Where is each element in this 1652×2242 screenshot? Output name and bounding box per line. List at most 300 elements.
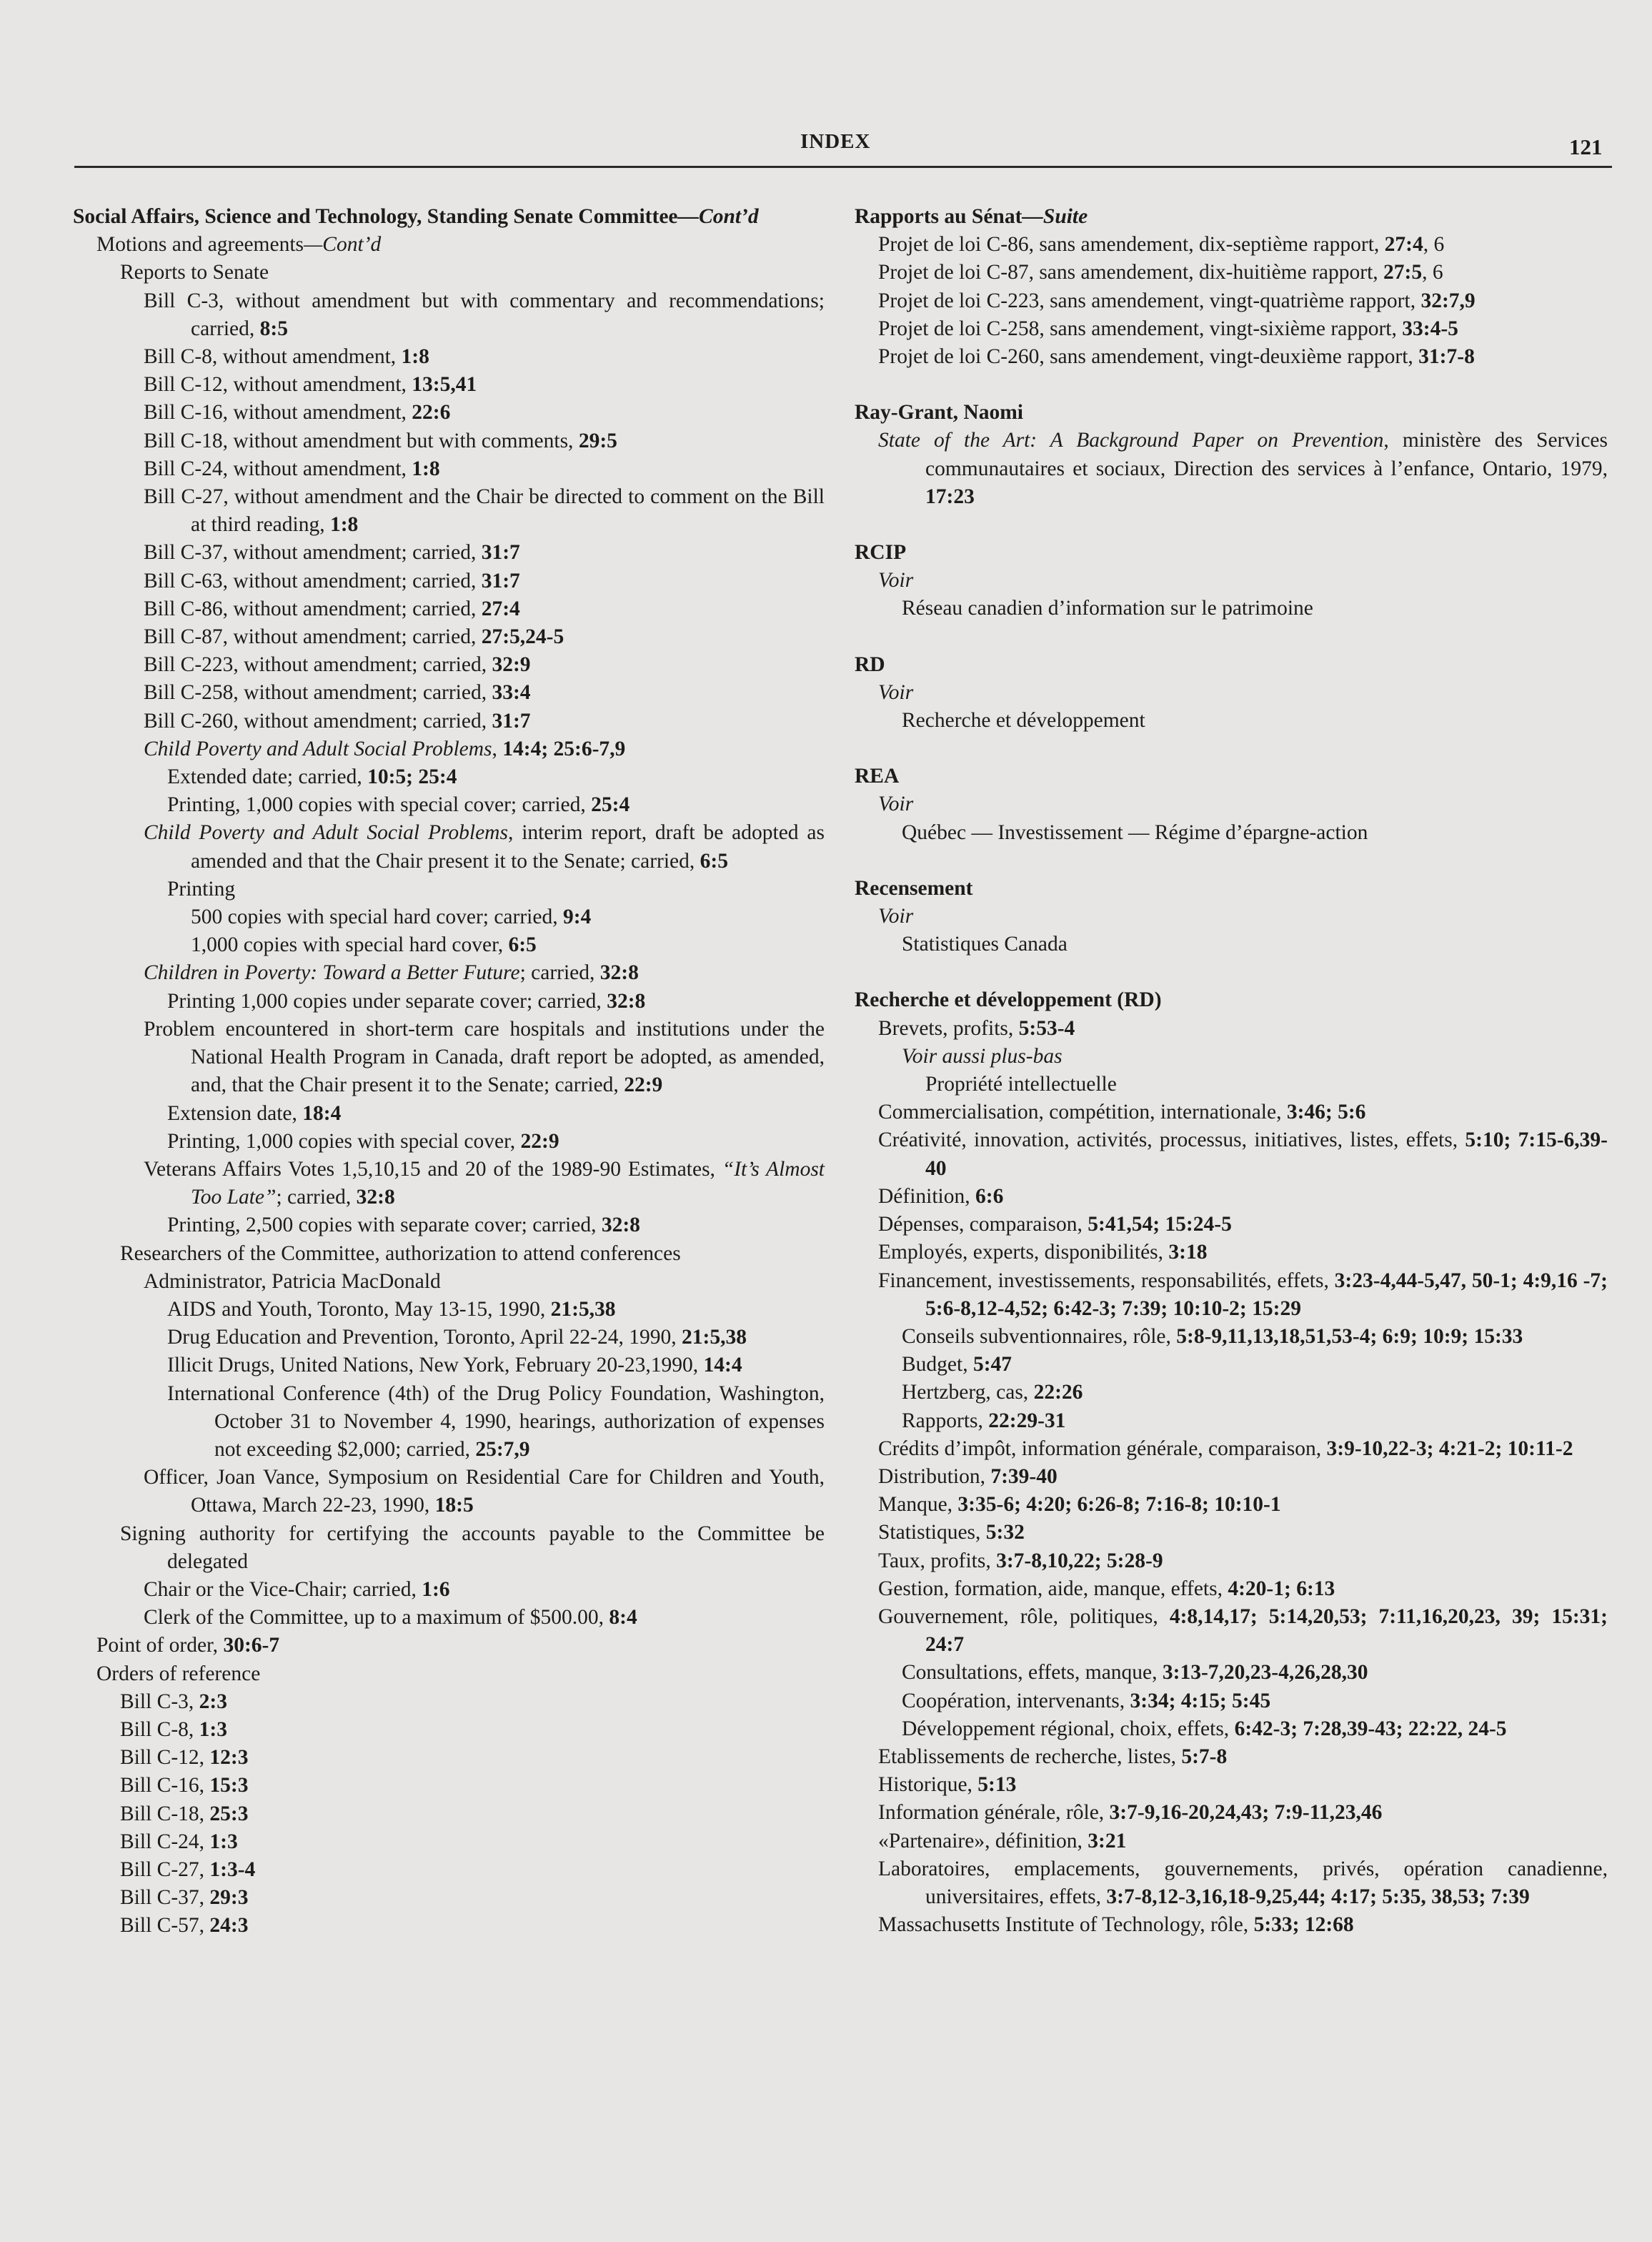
entry-text: Printing xyxy=(167,877,236,901)
entry-spacer xyxy=(855,511,1608,539)
index-entry xyxy=(855,595,1608,622)
page-reference: 31:7 xyxy=(481,541,520,565)
index-entry xyxy=(855,1575,1608,1603)
index-entry xyxy=(855,1715,1608,1743)
entry-text: Commercialisation, compétition, internationale, xyxy=(878,1101,1287,1124)
entry-text: Bill C-57, xyxy=(120,1914,210,1938)
index-entry xyxy=(73,791,825,819)
entry-text: Drug Education and Prevention, Toronto, April 22-24, 1990, xyxy=(167,1326,682,1349)
page-reference: 8:4 xyxy=(609,1606,637,1630)
entry-text: 1,000 copies with special hard cover, xyxy=(191,933,509,957)
entry-text: «Partenaire», définition, xyxy=(878,1829,1088,1852)
entry-text: Printing, 2,500 copies with separate cover; carried, xyxy=(167,1214,602,1237)
entry-text: Bill C-3, without amendment but with commentary and recommendations; carried, xyxy=(144,289,825,340)
entry-text: Consultations, effets, manque, xyxy=(902,1661,1163,1685)
page-reference: 21:5,38 xyxy=(550,1297,616,1321)
index-entry xyxy=(73,1744,825,1772)
index-entry xyxy=(855,1799,1608,1827)
entry-text: Projet de loi C-260, sans amendement, vingt-deuxième rapport, xyxy=(878,345,1419,369)
index-entry xyxy=(855,343,1608,371)
index-entry xyxy=(73,763,825,791)
index-entry xyxy=(73,1016,825,1100)
page-reference: 4:20-1; 6:13 xyxy=(1228,1577,1335,1600)
entry-text: Printing, 1,000 copies with special cover, xyxy=(167,1129,521,1153)
index-entry xyxy=(73,623,825,651)
page-reference: 6:5 xyxy=(700,849,728,873)
page-reference: 1:8 xyxy=(329,513,359,537)
index-entry xyxy=(855,259,1608,287)
index-entry xyxy=(855,1771,1608,1799)
index-entry xyxy=(855,1463,1608,1491)
entry-text: Gestion, formation, aide, manque, effets, xyxy=(878,1577,1228,1600)
entry-italic-title: Child Poverty and Adult Social Problems xyxy=(144,821,508,845)
entry-text: Bill C-87, without amendment; carried, xyxy=(144,625,482,649)
index-entry xyxy=(73,231,825,259)
page-reference: 32:8 xyxy=(607,989,646,1013)
index-entry xyxy=(73,1380,825,1464)
page-reference: 5:33; 12:68 xyxy=(1253,1913,1354,1937)
index-entry xyxy=(73,1856,825,1884)
entry-text: REA xyxy=(855,765,900,788)
entry-text: Statistiques Canada xyxy=(902,933,1068,956)
entry-text: Bill C-8, xyxy=(120,1717,199,1741)
page-reference: 5:10; 7:15-6,39-40 xyxy=(925,1129,1608,1180)
entry-italic-title: Voir xyxy=(878,569,914,592)
entry-text: Bill C-24, without amendment, xyxy=(144,457,412,480)
entry-italic-title: Children in Poverty: Toward a Better Future xyxy=(144,961,520,985)
index-entry xyxy=(855,1855,1608,1911)
entry-text: Projet de loi C-87, sans amendement, dix-huitième rapport, xyxy=(878,261,1384,284)
page-reference: 3:9-10,22-3; 4:21-2; 10:11-2 xyxy=(1326,1437,1573,1460)
index-entry xyxy=(73,1688,825,1716)
index-entry xyxy=(855,427,1608,511)
entry-text: Bill C-63, without amendment; carried, xyxy=(144,569,482,592)
entry-text: Bill C-18, xyxy=(120,1802,210,1825)
entry-text: Rapports, xyxy=(902,1409,989,1432)
entry-text: RD xyxy=(855,653,885,676)
page-reference: 32:9 xyxy=(492,653,531,677)
page-reference: 24:3 xyxy=(209,1914,249,1938)
entry-text: Laboratoires, emplacements, gouvernements, privés, opération canadienne, universitaires, effets, xyxy=(878,1857,1608,1908)
entry-text: Bill C-258, without amendment; carried, xyxy=(144,681,492,705)
index-entry xyxy=(855,1323,1608,1351)
entry-text: , ministère des Services communautaires et sociaux, Direction des services à l’enfance, Ontario, 1979, xyxy=(925,429,1608,480)
entry-text: Recherche et développement (RD) xyxy=(855,988,1162,1012)
entry-italic-title: Voir xyxy=(878,905,914,928)
entry-text: Recherche et développement xyxy=(902,709,1145,733)
entry-text: Bill C-260, without amendment; carried, xyxy=(144,709,492,733)
entry-text: Gouvernement, rôle, politiques, xyxy=(878,1604,1170,1628)
index-entry xyxy=(73,1828,825,1856)
index-entry xyxy=(73,343,825,371)
entry-text: RCIP xyxy=(855,541,907,565)
index-entry xyxy=(73,1884,825,1912)
running-header: INDEX xyxy=(800,130,871,153)
page-reference: 22:26 xyxy=(1033,1381,1083,1404)
entry-text: Extended date; carried, xyxy=(167,765,368,789)
index-entry xyxy=(855,1015,1608,1043)
index-heading xyxy=(855,399,1608,427)
page-reference: 31:7-8 xyxy=(1418,345,1475,369)
index-entry xyxy=(73,735,825,763)
entry-text: , xyxy=(492,737,503,760)
index-entry xyxy=(73,988,825,1016)
entry-text: Bill C-3, xyxy=(120,1690,199,1713)
page-reference: 3:34; 4:15; 5:45 xyxy=(1130,1689,1271,1712)
entry-text: , 6 xyxy=(1423,233,1445,257)
entry-text: Administrator, Patricia MacDonald xyxy=(144,1269,441,1293)
page-reference: 22:9 xyxy=(520,1129,559,1153)
entry-text: Bill C-37, without amendment; carried, xyxy=(144,541,482,565)
entry-text: AIDS and Youth, Toronto, May 13-15, 1990, xyxy=(167,1297,551,1321)
index-entry xyxy=(855,1071,1608,1098)
entry-text: Développement régional, choix, effets, xyxy=(902,1717,1235,1740)
entry-spacer xyxy=(855,371,1608,399)
entry-text: Point of order, xyxy=(96,1634,224,1657)
index-heading xyxy=(855,986,1608,1014)
entry-text: Définition, xyxy=(878,1184,976,1208)
entry-text: Social Affairs, Science and Technology, Standing Senate Committee xyxy=(73,205,678,228)
entry-spacer xyxy=(855,958,1608,986)
entry-text: Statistiques, xyxy=(878,1521,986,1544)
page-reference: 27:5,24-5 xyxy=(481,625,564,649)
entry-text: Dépenses, comparaison, xyxy=(878,1213,1088,1236)
index-entry xyxy=(855,1351,1608,1379)
page-reference: 27:4 xyxy=(481,597,520,620)
page-reference: 32:8 xyxy=(356,1186,395,1209)
page-reference: 14:4; 25:6-7,9 xyxy=(502,737,626,760)
entry-continuation: —Suite xyxy=(1022,205,1088,228)
entry-text: Clerk of the Committee, up to a maximum of $500.00, xyxy=(144,1606,609,1630)
page-reference: 18:5 xyxy=(434,1494,474,1517)
entry-text: Chair or the Vice-Chair; carried, xyxy=(144,1577,422,1601)
entry-text: Budget, xyxy=(902,1353,973,1377)
index-entry xyxy=(73,259,825,287)
entry-text: , interim report, draft be adopted as amended and that the Chair present it to the Senate; carried, xyxy=(191,821,825,873)
index-entry xyxy=(73,1128,825,1156)
page-reference: 25:7,9 xyxy=(475,1437,530,1461)
page-reference: 3:18 xyxy=(1168,1241,1208,1264)
index-entry xyxy=(73,1576,825,1604)
entry-text: Brevets, profits, xyxy=(878,1016,1019,1040)
index-entry xyxy=(73,1604,825,1632)
page-reference: 12:3 xyxy=(209,1746,249,1770)
index-entry xyxy=(855,1491,1608,1519)
index-entry xyxy=(73,1660,825,1688)
entry-italic-title: Voir aussi plus-bas xyxy=(902,1044,1063,1068)
entry-text: Conseils subventionnaires, rôle, xyxy=(902,1324,1177,1348)
index-entry xyxy=(73,427,825,455)
page-reference: 1:3 xyxy=(199,1717,227,1741)
page-reference: 21:5,38 xyxy=(682,1326,747,1349)
entry-text: Ray-Grant, Naomi xyxy=(855,401,1023,425)
page-reference: 5:8-9,11,13,18,51,53-4; 6:9; 10:9; 15:33 xyxy=(1176,1324,1523,1348)
index-entry xyxy=(73,1772,825,1800)
index-entry xyxy=(855,1407,1608,1435)
entry-text: Québec — Investissement — Régime d’épargne-action xyxy=(902,820,1368,844)
entry-text: 500 copies with special hard cover; carried, xyxy=(191,906,563,929)
page-reference: 15:3 xyxy=(209,1774,249,1797)
page-reference: 3:46; 5:6 xyxy=(1286,1101,1366,1124)
index-entry xyxy=(855,287,1608,315)
page-reference: 8:5 xyxy=(259,317,288,340)
index-entry xyxy=(73,399,825,427)
index-entry xyxy=(73,876,825,903)
index-entry xyxy=(73,679,825,707)
entry-text: Veterans Affairs Votes 1,5,10,15 and 20 of the 1989-90 Estimates, xyxy=(144,1157,722,1181)
page-reference: 27:5 xyxy=(1383,261,1423,284)
entry-text: Bill C-8, without amendment, xyxy=(144,345,402,369)
page-number: 121 xyxy=(1569,134,1603,159)
entry-text: Propriété intellectuelle xyxy=(925,1073,1117,1096)
page-reference: 14:4 xyxy=(703,1354,742,1377)
index-entry xyxy=(855,1743,1608,1771)
entry-text: Massachusetts Institute of Technology, rôle, xyxy=(878,1913,1254,1937)
index-entry xyxy=(73,1912,825,1940)
page-reference: 3:35-6; 4:20; 6:26-8; 7:16-8; 10:10-1 xyxy=(957,1493,1281,1517)
page-reference: 1:8 xyxy=(412,457,440,480)
index-entry xyxy=(73,1520,825,1576)
index-entry xyxy=(73,567,825,595)
index-entry xyxy=(855,707,1608,735)
index-entry xyxy=(855,567,1608,595)
index-entry xyxy=(855,1911,1608,1939)
entry-spacer xyxy=(855,623,1608,651)
index-entry xyxy=(855,1239,1608,1266)
index-entry xyxy=(73,1716,825,1744)
entry-text: Officer, Joan Vance, Symposium on Residential Care for Children and Youth, Ottawa, March 22-23, 1990, xyxy=(144,1466,825,1517)
page-reference: 3:23-4,44-5,47, 50-1; 4:9,16 -7; 5:6-8,12-4,52; 6:42-3; 7:39; 10:10-2; 15:29 xyxy=(925,1269,1608,1320)
entry-text: Rapports au Sénat xyxy=(855,205,1022,228)
entry-text: Problem encountered in short-term care hospitals and institutions under the National Health Program in Canada, draft report be adopted, as amended, and, that the Chair present it to the Senate; carried, xyxy=(144,1017,825,1097)
index-entry xyxy=(73,819,825,875)
index-entry xyxy=(855,1547,1608,1575)
page-reference: 17:23 xyxy=(925,485,975,508)
entry-text: Extension date, xyxy=(167,1101,303,1125)
page-reference: 29:3 xyxy=(209,1886,249,1910)
index-entry xyxy=(73,1324,825,1351)
entry-text: Bill C-223, without amendment; carried, xyxy=(144,653,492,677)
index-entry xyxy=(73,1351,825,1379)
entry-text: Researchers of the Committee, authorization to attend conferences xyxy=(120,1241,681,1265)
index-entry xyxy=(73,1211,825,1239)
entry-italic-title: “It’s Almost Too Late” xyxy=(191,1157,825,1209)
index-entry xyxy=(855,315,1608,343)
entry-text: Manque, xyxy=(878,1493,958,1517)
entry-text: Bill C-86, without amendment; carried, xyxy=(144,597,482,620)
index-entry xyxy=(855,1043,1608,1071)
entry-text: Historique, xyxy=(878,1773,978,1797)
index-entry xyxy=(855,1098,1608,1126)
page-reference: 22:29-31 xyxy=(988,1409,1066,1432)
index-entry xyxy=(855,1211,1608,1239)
page-reference: 6:5 xyxy=(508,933,537,957)
entry-text: Financement, investissements, responsabilités, effets, xyxy=(878,1269,1335,1292)
index-entry xyxy=(73,483,825,539)
index-entry xyxy=(855,679,1608,707)
page-reference: 9:4 xyxy=(562,906,592,929)
page-reference: 33:4-5 xyxy=(1402,317,1458,340)
page-reference: 1:3 xyxy=(209,1830,238,1853)
entry-text: Projet de loi C-86, sans amendement, dix-septième rapport, xyxy=(878,233,1385,257)
page-reference: 1:3-4 xyxy=(209,1857,256,1881)
entry-text: Bill C-18, without amendment but with comments, xyxy=(144,429,579,452)
entry-text: Illicit Drugs, United Nations, New York, February 20-23,1990, xyxy=(167,1354,704,1377)
page-reference: 5:47 xyxy=(972,1353,1012,1377)
entry-text: Orders of reference xyxy=(96,1662,261,1685)
entry-text: Projet de loi C-223, sans amendement, vingt-quatrième rapport, xyxy=(878,289,1421,312)
index-entry xyxy=(73,455,825,483)
page-reference: 31:7 xyxy=(481,569,520,592)
entry-italic-title: Voir xyxy=(878,793,914,816)
index-entry xyxy=(73,651,825,679)
index-heading xyxy=(855,763,1608,790)
page-reference: 4:8,14,17; 5:14,20,53; 7:11,16,20,23, 39; 15:31; 24:7 xyxy=(925,1604,1608,1657)
index-entry xyxy=(73,903,825,931)
page-reference: 13:5,41 xyxy=(412,373,477,397)
index-entry xyxy=(855,1435,1608,1463)
index-entry xyxy=(73,1632,825,1660)
index-entry xyxy=(73,595,825,623)
entry-italic-title: Child Poverty and Adult Social Problems xyxy=(144,737,492,760)
index-entry xyxy=(73,1156,825,1211)
entry-text: Printing, 1,000 copies with special cover; carried, xyxy=(167,793,592,817)
page-reference: 22:9 xyxy=(624,1073,663,1097)
entry-text: Reports to Senate xyxy=(120,261,269,284)
index-entry xyxy=(73,959,825,987)
entry-text: Bill C-24, xyxy=(120,1830,210,1853)
entry-text: Créativité, innovation, activités, processus, initiatives, listes, effets, xyxy=(878,1129,1466,1152)
entry-text: Information générale, rôle, xyxy=(878,1801,1110,1825)
entry-text: Bill C-12, xyxy=(120,1746,210,1770)
entry-continuation: —Cont’d xyxy=(677,205,759,228)
entry-text: ; carried, xyxy=(276,1186,357,1209)
index-heading xyxy=(855,539,1608,567)
entry-text: Bill C-27, without amendment and the Chair be directed to comment on the Bill at third reading, xyxy=(144,485,825,537)
index-entry xyxy=(73,371,825,399)
page-reference: 5:32 xyxy=(985,1521,1025,1544)
page-reference: 3:7-8,10,22; 5:28-9 xyxy=(996,1549,1163,1572)
entry-spacer xyxy=(855,847,1608,875)
entry-text: Employés, experts, disponibilités, xyxy=(878,1241,1169,1264)
page-reference: 30:6-7 xyxy=(223,1634,280,1657)
page-reference: 5:13 xyxy=(977,1773,1017,1797)
entry-spacer xyxy=(855,735,1608,763)
entry-text: , 6 xyxy=(1422,261,1443,284)
index-entry xyxy=(855,1827,1608,1855)
index-entry xyxy=(855,1183,1608,1211)
index-heading xyxy=(855,203,1608,231)
index-entry xyxy=(855,931,1608,958)
page-reference: 29:5 xyxy=(578,429,617,452)
index-entry xyxy=(73,287,825,343)
index-heading xyxy=(73,203,825,231)
entry-text: Hertzberg, cas, xyxy=(902,1381,1034,1404)
page-reference: 18:4 xyxy=(302,1101,342,1125)
index-entry xyxy=(73,931,825,959)
page-reference: 3:13-7,20,23-4,26,28,30 xyxy=(1162,1661,1368,1685)
entry-text: International Conference (4th) of the Drug Policy Foundation, Washington, October 31 to November 4, 1990, hearings, authorization of expenses not exceeding $2,000; carried, xyxy=(167,1382,825,1461)
page-reference: 25:3 xyxy=(209,1802,249,1825)
page-reference: 1:6 xyxy=(422,1577,450,1601)
page-reference: 33:4 xyxy=(492,681,531,705)
page-reference: 31:7 xyxy=(492,709,531,733)
entry-text: Distribution, xyxy=(878,1464,991,1488)
index-entry xyxy=(855,1659,1608,1687)
entry-text: Etablissements de recherche, listes, xyxy=(878,1745,1182,1768)
entry-text: ; carried, xyxy=(519,961,600,985)
entry-text: Bill C-16, xyxy=(120,1774,210,1797)
page-reference: 5:7-8 xyxy=(1181,1745,1228,1768)
page-reference: 22:6 xyxy=(412,401,451,425)
entry-text: Réseau canadien d’information sur le patrimoine xyxy=(902,597,1313,620)
index-entry xyxy=(855,903,1608,931)
entry-text: Signing authority for certifying the accounts payable to the Committee be delegated xyxy=(120,1522,825,1573)
entry-text: Projet de loi C-258, sans amendement, vingt-sixième rapport, xyxy=(878,317,1403,340)
entry-text: Motions and agreements xyxy=(96,233,304,257)
page-reference: 25:4 xyxy=(591,793,630,817)
entry-text: Coopération, intervenants, xyxy=(902,1689,1130,1712)
entry-text: Bill C-27, xyxy=(120,1857,210,1881)
page-reference: 32:7,9 xyxy=(1420,289,1476,312)
index-entry xyxy=(73,708,825,735)
page-reference: 3:7-8,12-3,16,18-9,25,44; 4:17; 5:35, 38,53; 7:39 xyxy=(1106,1885,1530,1908)
entry-text: Recensement xyxy=(855,876,973,900)
header-rule xyxy=(74,166,1612,168)
left-index-column xyxy=(73,203,825,1940)
index-entry xyxy=(73,1296,825,1324)
entry-text: Bill C-37, xyxy=(120,1886,210,1910)
index-entry xyxy=(73,1240,825,1268)
index-entry xyxy=(855,231,1608,259)
page-reference: 3:21 xyxy=(1088,1829,1127,1852)
index-entry xyxy=(855,1687,1608,1715)
page-reference: 7:39-40 xyxy=(990,1464,1058,1488)
index-entry xyxy=(73,1100,825,1128)
index-entry xyxy=(855,1379,1608,1407)
page-reference: 5:41,54; 15:24-5 xyxy=(1088,1213,1232,1236)
page-reference: 10:5; 25:4 xyxy=(367,765,457,789)
entry-text: Taux, profits, xyxy=(878,1549,997,1572)
page-reference: 27:4 xyxy=(1384,233,1423,257)
page-reference: 32:8 xyxy=(601,1214,640,1237)
index-entry xyxy=(855,790,1608,818)
index-entry xyxy=(73,1268,825,1296)
entry-text: Bill C-16, without amendment, xyxy=(144,401,412,425)
page-reference: 5:53-4 xyxy=(1018,1016,1075,1040)
page-reference: 6:42-3; 7:28,39-43; 22:22, 24-5 xyxy=(1234,1717,1507,1740)
right-index-column xyxy=(855,203,1608,1939)
entry-text: Crédits d’impôt, information générale, comparaison, xyxy=(878,1437,1327,1460)
entry-text: Printing 1,000 copies under separate cover; carried, xyxy=(167,989,607,1013)
index-entry xyxy=(855,1603,1608,1659)
index-entry xyxy=(855,819,1608,847)
page-reference: 2:3 xyxy=(199,1690,227,1713)
index-entry xyxy=(73,539,825,567)
page-reference: 6:6 xyxy=(975,1184,1004,1208)
page-reference: 32:8 xyxy=(599,961,639,985)
entry-italic-title: State of the Art: A Background Paper on Prevention xyxy=(878,429,1384,452)
page-reference: 1:8 xyxy=(401,345,429,369)
entry-continuation: —Cont’d xyxy=(304,233,382,257)
index-heading xyxy=(855,875,1608,903)
index-entry xyxy=(73,1800,825,1828)
index-entry xyxy=(855,1519,1608,1547)
entry-text: Bill C-12, without amendment, xyxy=(144,373,412,397)
page-reference: 3:7-9,16-20,24,43; 7:9-11,23,46 xyxy=(1109,1801,1383,1825)
index-entry xyxy=(855,1126,1608,1182)
entry-italic-title: Voir xyxy=(878,680,914,704)
